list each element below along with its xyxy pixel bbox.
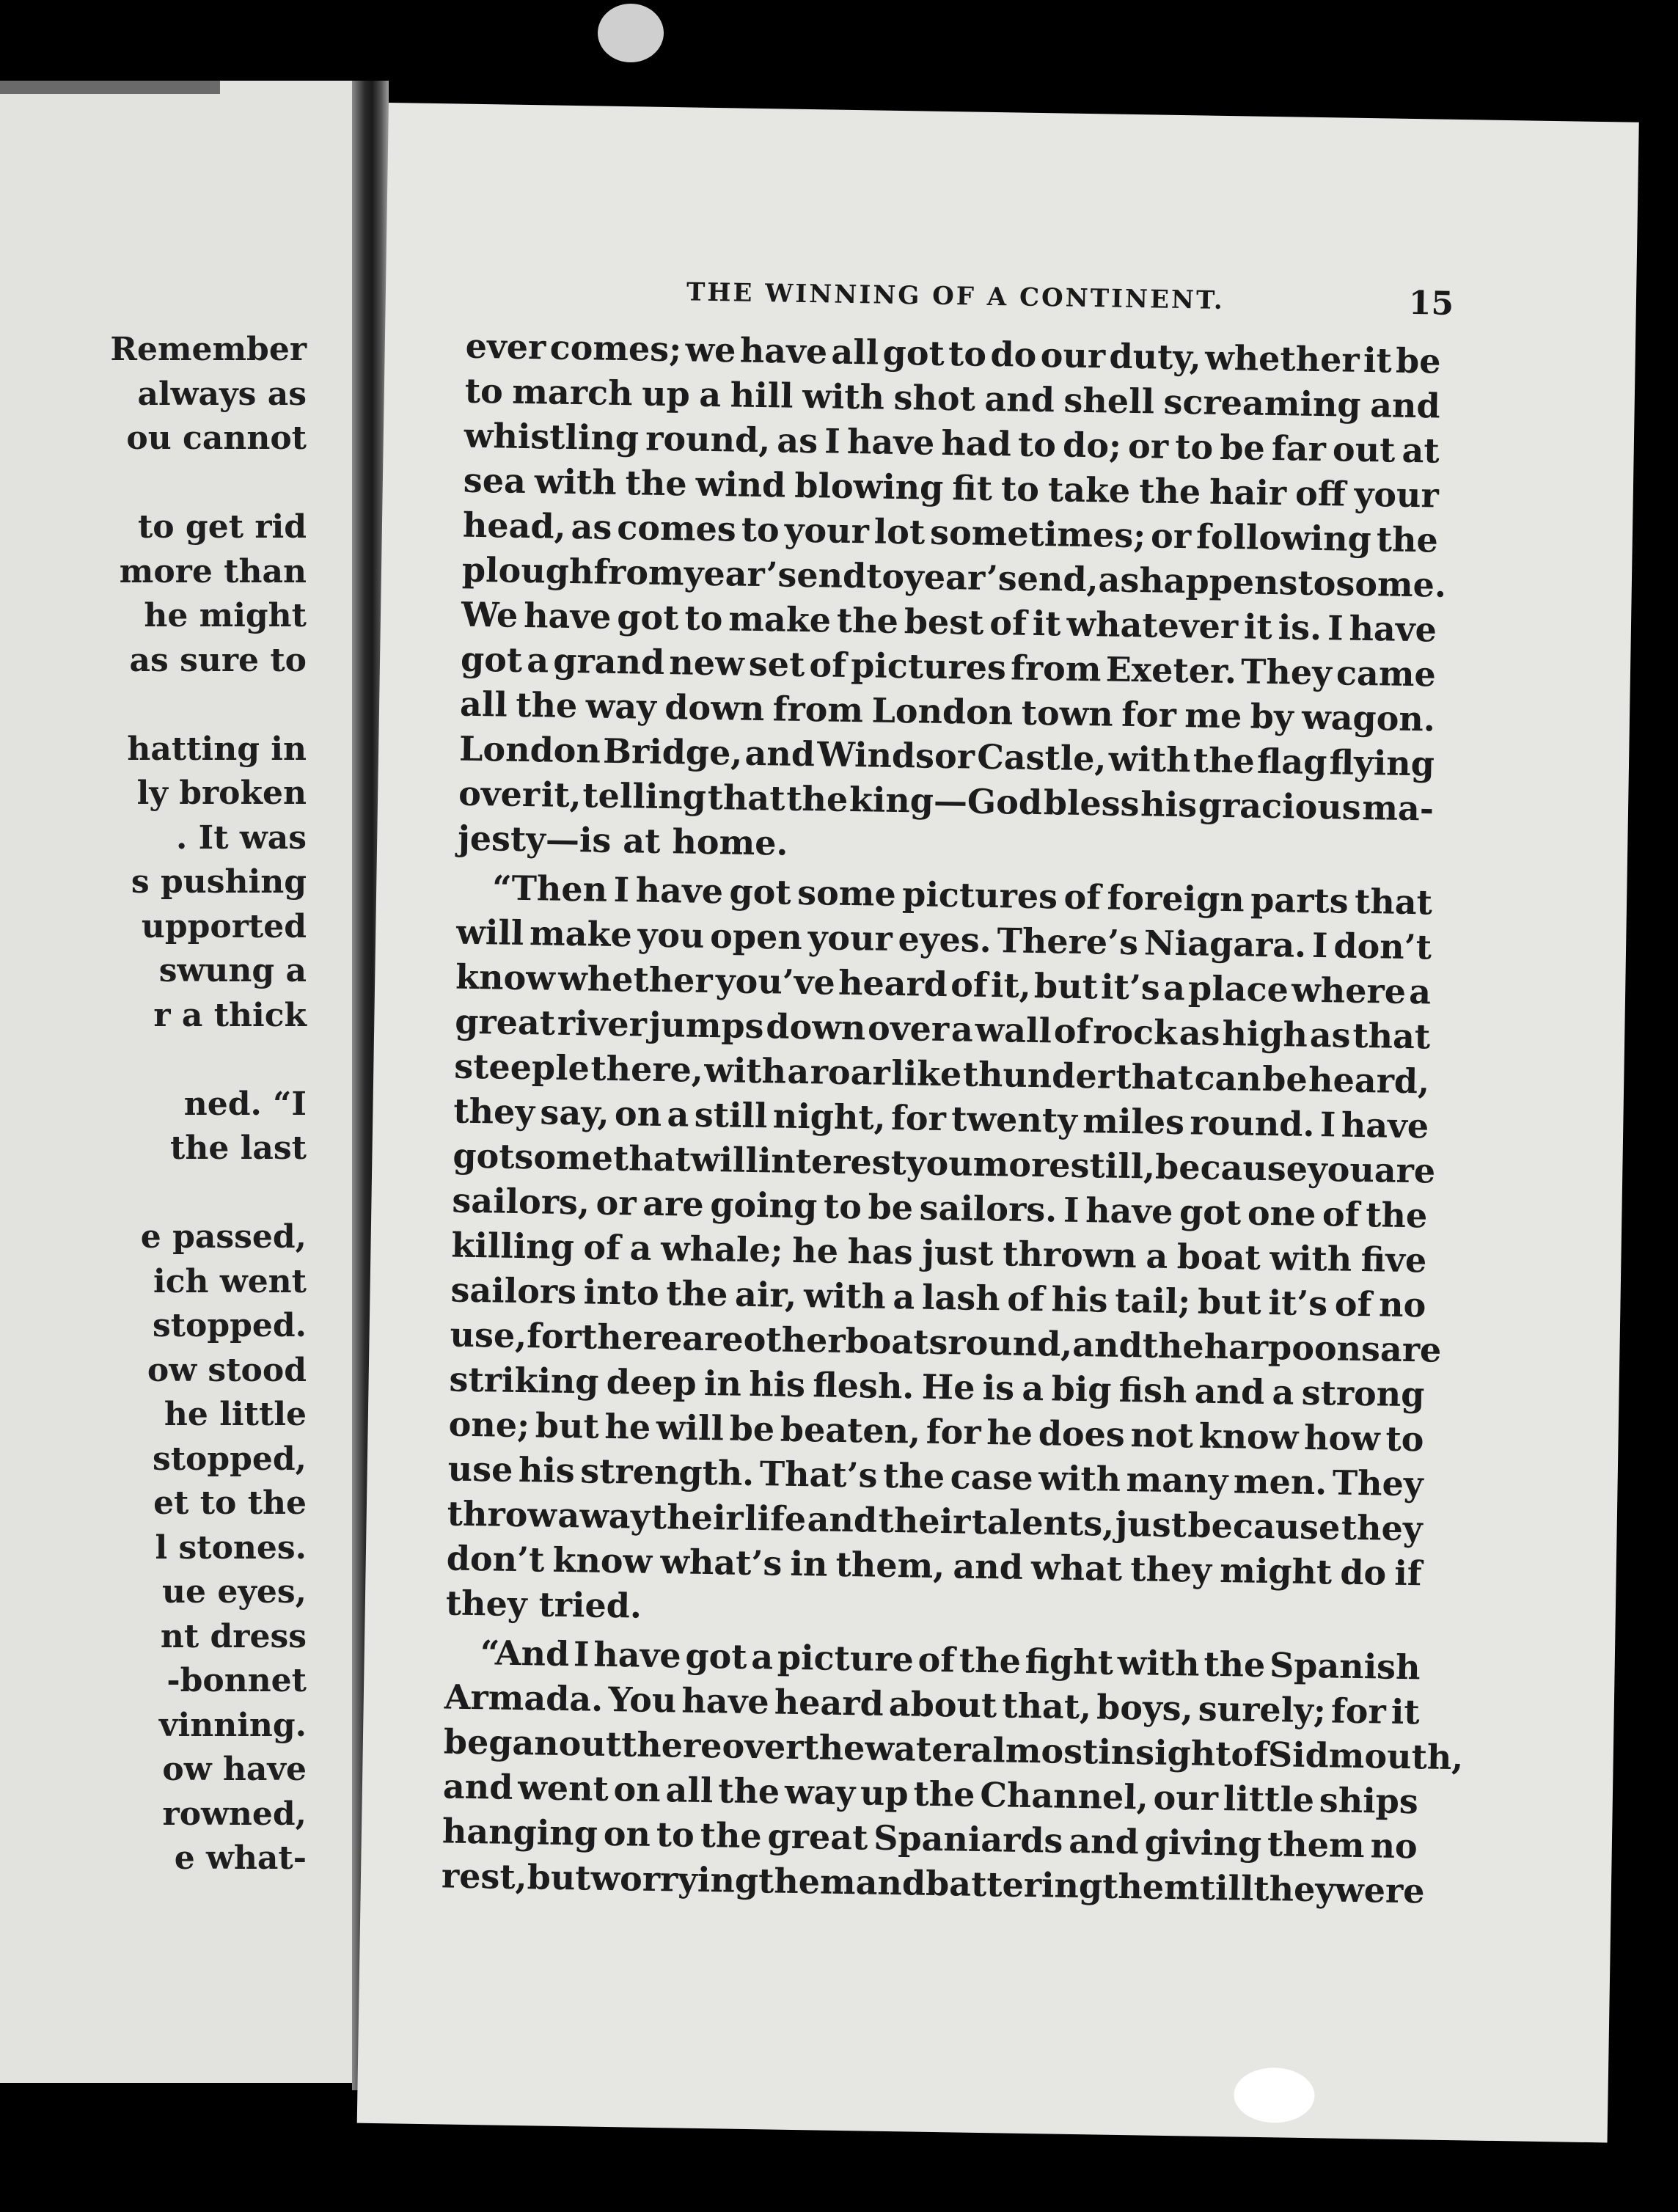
- text-line: We have got to make the best of it whatever it is. I have: [461, 594, 1437, 650]
- text-line: throw away their life and their talents, just because they: [447, 1493, 1423, 1549]
- left-page-line: -bonnet: [166, 1662, 307, 1699]
- text-line: began out there over the water almost in sight of Sidmouth,: [443, 1721, 1464, 1778]
- left-page-line: upported: [141, 907, 307, 945]
- text-line: striking deep in his flesh. He is a big fish and a strong: [449, 1359, 1425, 1415]
- text-line: steeple there, with a roar like thunder that can be heard,: [453, 1046, 1430, 1102]
- text-line: “And I have got a picture of the fight with the Spanish: [480, 1633, 1421, 1688]
- text-line: rest, but worrying them and battering them till they were: [441, 1856, 1425, 1911]
- left-page-line: vinning.: [158, 1706, 307, 1744]
- left-page-line: . It was: [175, 818, 307, 857]
- left-page-line: r a thick: [153, 996, 307, 1034]
- left-page-line: ou cannot: [126, 420, 307, 457]
- paragraph: [445, 865, 1442, 1641]
- text-line: great river jumps down over a wall of rock as high as that: [454, 1001, 1431, 1057]
- left-page-line: l stones.: [155, 1528, 307, 1567]
- text-line: hanging on to the great Spaniards and giving them no: [442, 1811, 1418, 1867]
- left-page-line: et to the: [153, 1484, 307, 1522]
- text-line: don’t know what’s in them, and what they might do if: [446, 1538, 1423, 1594]
- left-page-line: the last: [170, 1129, 307, 1167]
- left-page-line: e passed,: [140, 1218, 307, 1256]
- text-line: jesty—is at home.: [457, 818, 788, 863]
- text-line: “Then I have got some pictures of foreign parts that: [491, 868, 1433, 923]
- top-speck-stain: [598, 4, 664, 62]
- text-line: one; but he will be beaten, for he does not know how to: [448, 1404, 1424, 1460]
- left-page-line: ich went: [153, 1262, 307, 1300]
- left-page-line: stopped.: [152, 1307, 307, 1344]
- ink-blot-stain: [1234, 2067, 1315, 2123]
- text-line: ever comes; we have all got to do our duty, whether it be: [465, 326, 1442, 381]
- left-page-line: as sure to: [129, 641, 307, 679]
- text-line: Armada. You have heard about that, boys, surely; for it: [444, 1677, 1421, 1732]
- left-page-line: ow have: [162, 1751, 307, 1788]
- text-line: know whether you’ve heard of it, but it’s a place where a: [455, 956, 1432, 1012]
- left-page-line: more than: [119, 552, 307, 590]
- paragraph: [441, 1630, 1464, 1913]
- left-page-line: stopped,: [152, 1440, 307, 1478]
- left-page-line: he little: [164, 1396, 307, 1433]
- paragraph: [457, 324, 1447, 876]
- text-line: head, as comes to your lot sometimes; or following the: [462, 505, 1439, 560]
- text-line: to march up a hill with shot and shell screaming and: [464, 370, 1441, 426]
- text-line: killing of a whale; he has just thrown a boat with five: [451, 1225, 1427, 1281]
- left-page-line: ned. “I: [183, 1085, 307, 1123]
- text-line: got a grand new set of pictures from Exeter. They came: [460, 639, 1437, 695]
- page-body-text: [441, 324, 1464, 1919]
- text-line: sea with the wind blowing fit to take the hair off your: [463, 460, 1440, 516]
- left-page-line: nt dress: [160, 1617, 307, 1655]
- text-line: they tried.: [445, 1583, 642, 1626]
- left-page-line: he might: [144, 597, 307, 634]
- left-page-line: hatting in: [127, 730, 307, 768]
- left-page-line: rowned,: [162, 1795, 307, 1833]
- text-line: London Bridge, and Windsor Castle, with the flag flying: [458, 728, 1435, 784]
- text-line: sailors, or are going to be sailors. I have got one of the: [452, 1180, 1428, 1236]
- page-number: 15: [1408, 284, 1454, 323]
- left-page-line: ue eyes,: [162, 1573, 307, 1611]
- right-page: [357, 103, 1639, 2142]
- text-line: will make you open your eyes. There’s Niagara. I don’t: [455, 912, 1432, 967]
- left-page-line: Remember: [110, 331, 307, 368]
- left-page-line: ly broken: [136, 774, 307, 812]
- text-line: sailors into the air, with a lash of his tail; but it’s of no: [450, 1270, 1426, 1325]
- text-line: use, for there are other boats round, and the harpoons are: [450, 1314, 1442, 1370]
- left-page-top-edge: [0, 81, 220, 94]
- left-page-line: ow stood: [147, 1351, 307, 1389]
- text-line: they say, on a still night, for twenty miles round. I have: [453, 1091, 1429, 1146]
- text-line: plough from year’s end to year’s end, as happens to some.: [461, 549, 1447, 605]
- left-page-line: s pushing: [131, 863, 307, 901]
- left-page-line: e what-: [174, 1839, 307, 1877]
- text-line: and went on all the way up the Channel, our little ships: [442, 1766, 1419, 1822]
- text-line: whistling round, as I have had to do; or to be far out at: [464, 415, 1440, 471]
- text-line: over it, telling that the king—God bless his gracious ma-: [458, 773, 1435, 829]
- left-page-fragment: [0, 81, 352, 2083]
- text-line: got some that will interest you more still, because you are: [453, 1135, 1436, 1191]
- left-page-line: always as: [137, 375, 307, 413]
- left-page-line: to get rid: [137, 508, 307, 546]
- left-page-line: swung a: [158, 952, 307, 989]
- text-line: all the way down from London town for me by wagon.: [459, 684, 1436, 739]
- text-line: use his strength. That’s the case with many men. They: [447, 1449, 1424, 1504]
- running-head: THE WINNING OF A CONTINENT.: [686, 277, 1225, 315]
